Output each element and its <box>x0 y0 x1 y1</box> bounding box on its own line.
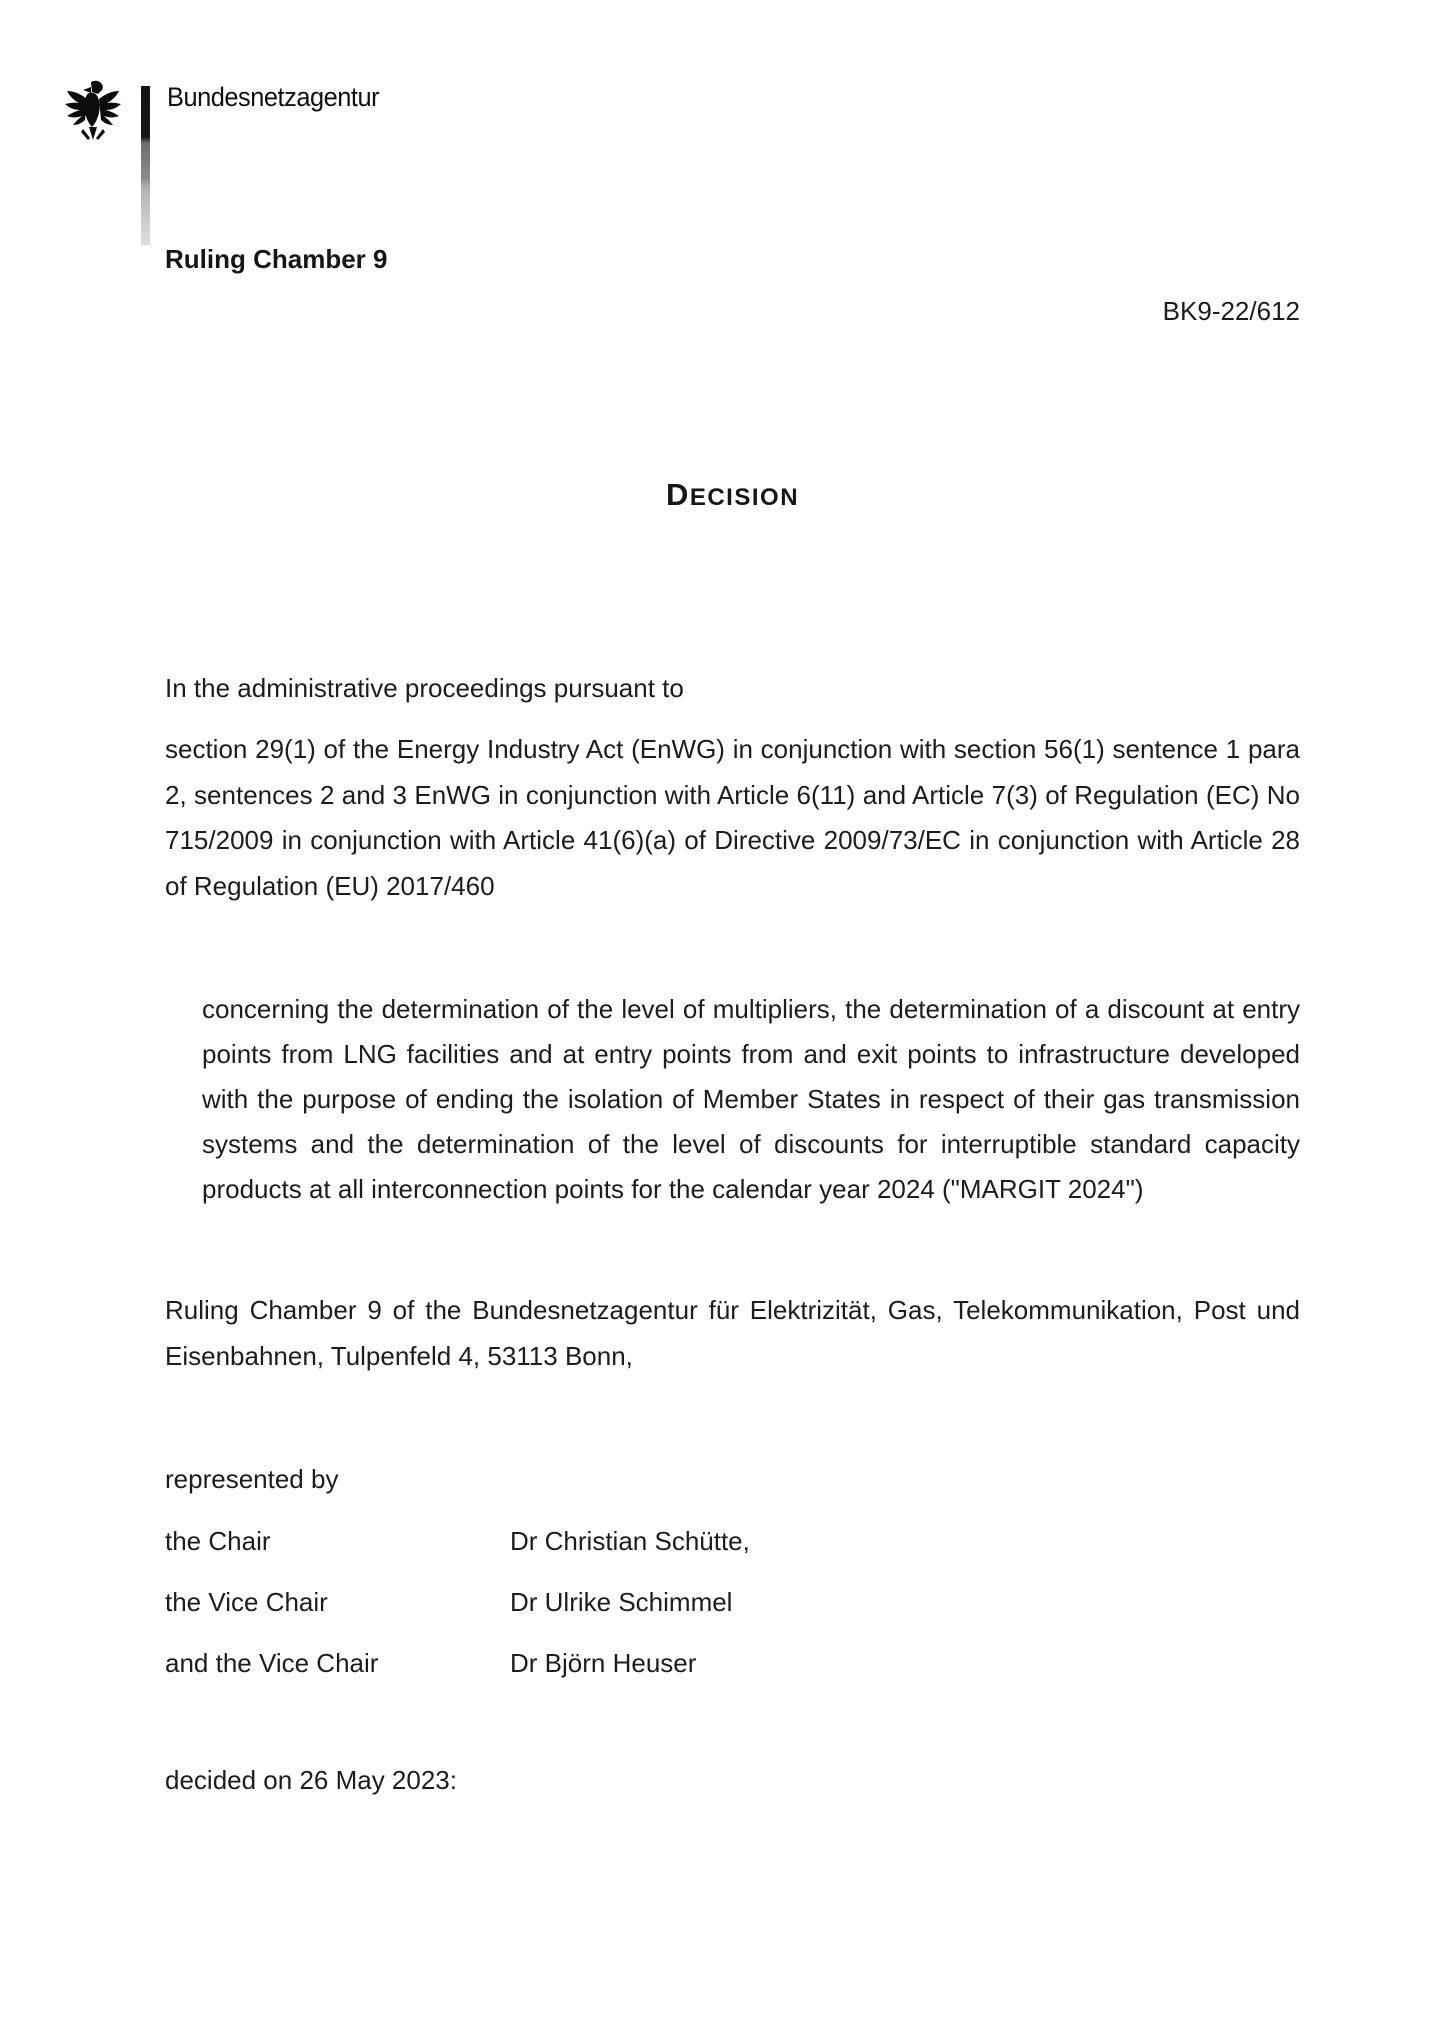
representative-role: and the Vice Chair <box>165 1648 379 1678</box>
authority-paragraph: Ruling Chamber 9 of the Bundesnetzagentur für Elektrizität, Gas, Telekommunikation, Post und Eisenbahnen, Tulpenfeld 4, 53113 Bonn, <box>165 1295 1300 1371</box>
decision-title <box>165 477 1300 513</box>
representative-row <box>165 1579 1300 1625</box>
chamber-label: Ruling Chamber 9 <box>165 244 388 274</box>
represented-by-label: represented by <box>165 1464 339 1494</box>
brand-wordmark: Bundesnetzagentur <box>167 82 380 112</box>
federal-eagle-icon <box>61 78 125 146</box>
subject-paragraph: concerning the determination of the level of multipliers, the determination of a discount at entry points from LNG facilities and at entry points from and exit points to infrastructure developed with the purpose of ending the isolation of Member States in respect of their gas transmission systems and the determination of the level of discounts for interruptible standard capacity products at all interconnection points for the calendar year 2024 ("MARGIT 2024") <box>202 994 1300 1204</box>
representative-name: Dr Christian Schütte, <box>510 1526 750 1556</box>
decided-line: decided on 26 May 2023: <box>165 1765 457 1795</box>
brand-gradient-bar <box>141 86 150 245</box>
representative-role: the Chair <box>165 1526 271 1556</box>
intro-paragraph: In the administrative proceedings pursuant to <box>165 673 684 703</box>
decision-title-rest: ECISION <box>689 484 800 511</box>
decision-title-initial: D <box>665 477 690 512</box>
representative-role: the Vice Chair <box>165 1587 328 1617</box>
representative-row <box>165 1640 1300 1686</box>
case-number: BK9-22/612 <box>1162 296 1300 326</box>
representative-name: Dr Björn Heuser <box>510 1648 697 1678</box>
legal-basis-paragraph: section 29(1) of the Energy Industry Act (EnWG) in conjunction with section 56(1) sentence 1 para 2, sentences 2 and 3 EnWG in conjunction with Article 6(11) and Article 7(3) of Regulation (EC) No 715/2009 in conjunction with Article 41(6)(a) of Directive 2009/73/EC in conjunction with Article 28 of Regulation (EU) 2017/460 <box>165 734 1300 901</box>
representative-name: Dr Ulrike Schimmel <box>510 1587 733 1617</box>
representative-row <box>165 1518 1300 1564</box>
